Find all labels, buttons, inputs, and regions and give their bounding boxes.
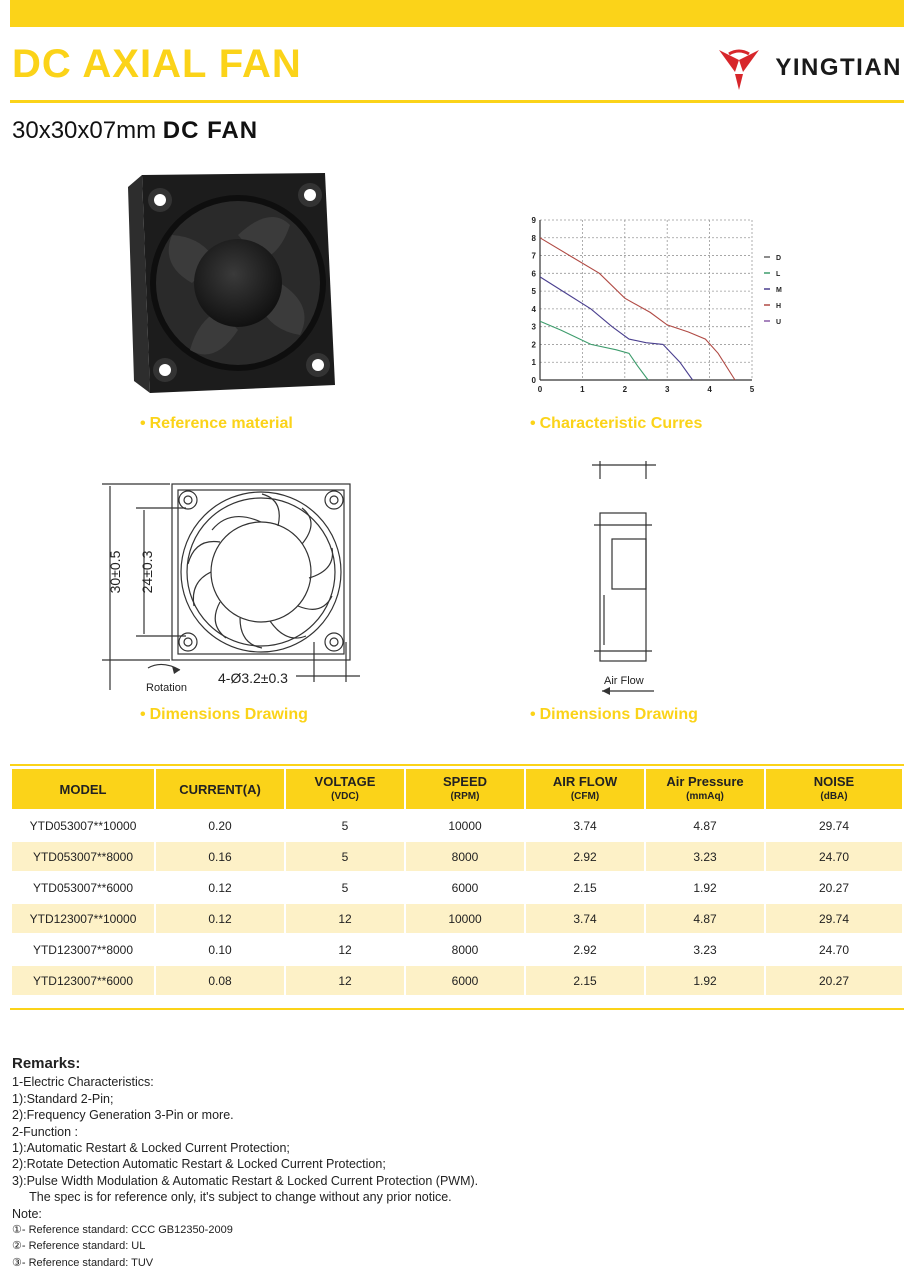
dim-outer-label: 30±0.5 xyxy=(107,550,123,594)
cell-voltage: 5 xyxy=(286,842,404,871)
chart-y-tick-label: 6 xyxy=(531,269,536,279)
cell-airflow: 2.92 xyxy=(526,842,644,871)
chart-y-tick-label: 5 xyxy=(531,287,536,297)
legend-label: D xyxy=(776,255,782,262)
cell-speed: 6000 xyxy=(406,966,524,995)
note-line: ②- Reference standard: UL xyxy=(12,1240,146,1253)
cell-noise: 24.70 xyxy=(818,942,850,957)
brand-logo xyxy=(715,44,902,92)
caption-dims-side: • Dimensions Drawing xyxy=(530,706,698,723)
remarks-line: The spec is for reference only, it's subject to change without any prior notice. xyxy=(12,1190,452,1205)
side-dimension-drawing xyxy=(590,455,670,695)
legend-label: H xyxy=(776,303,782,310)
rotation-label: Rotation xyxy=(146,682,187,694)
cell-model: YTD053007**8000 xyxy=(12,842,154,871)
col-noise: NOISE (dBA) xyxy=(766,769,902,809)
header-divider xyxy=(10,100,904,103)
chart-y-tick-label: 1 xyxy=(531,358,536,368)
cell-pressure: 1.92 xyxy=(646,966,764,995)
table-row xyxy=(12,904,902,933)
cell-model: YTD123007**10000 xyxy=(12,904,154,933)
cell-pressure: 3.23 xyxy=(646,842,764,871)
cell-airflow: 2.15 xyxy=(573,880,597,895)
caption-reference: • Reference material xyxy=(140,415,293,432)
legend-label: L xyxy=(776,271,781,278)
cell-pressure: 4.87 xyxy=(646,904,764,933)
chart-x-tick-label: 5 xyxy=(749,385,755,394)
note-line: ①- Reference standard: CCC GB12350-2009 xyxy=(12,1224,233,1237)
chart-x-tick-label: 0 xyxy=(537,385,543,394)
chart-series-m xyxy=(540,277,693,380)
remarks-section xyxy=(12,1056,478,1271)
chart-y-ticks xyxy=(532,216,537,385)
table-top-rule xyxy=(10,764,904,766)
spec-table xyxy=(10,767,904,997)
table-row xyxy=(12,811,902,840)
cell-current: 0.20 xyxy=(208,818,232,833)
cell-voltage: 12 xyxy=(286,966,404,995)
legend-label: M xyxy=(776,287,782,294)
cell-speed: 6000 xyxy=(451,880,479,895)
cell-speed: 10000 xyxy=(406,904,524,933)
cell-current: 0.12 xyxy=(208,880,232,895)
remarks-line: 1):Automatic Restart & Locked Current Protection; xyxy=(12,1141,290,1156)
cell-voltage: 5 xyxy=(341,818,349,833)
col-model: MODEL xyxy=(12,769,154,809)
cell-noise: 24.70 xyxy=(766,842,902,871)
top-banner xyxy=(10,0,904,27)
cell-airflow: 3.74 xyxy=(573,818,597,833)
chart-x-ticks xyxy=(538,385,755,394)
table-row xyxy=(12,842,902,871)
remarks-line: 2):Frequency Generation 3-Pin or more. xyxy=(12,1108,234,1123)
remarks-line: 2-Function : xyxy=(12,1124,79,1139)
chart-x-tick-label: 3 xyxy=(664,385,670,394)
chart-x-tick-label: 4 xyxy=(707,385,712,394)
cell-current: 0.12 xyxy=(156,904,284,933)
cell-model: YTD053007**10000 xyxy=(29,818,137,833)
chart-y-tick-label: 0 xyxy=(531,376,536,385)
remarks-line: Note: xyxy=(12,1206,42,1221)
chart-y-tick-label: 4 xyxy=(531,304,536,314)
cell-airflow: 2.92 xyxy=(573,942,597,957)
table-row xyxy=(12,935,902,964)
dim-inner-label: 24±0.3 xyxy=(139,550,155,594)
chart-y-tick-label: 2 xyxy=(531,340,536,350)
chart-y-tick-label: 8 xyxy=(531,233,536,243)
characteristic-chart xyxy=(520,210,790,400)
col-voltage: VOLTAGE (VDC) xyxy=(286,769,404,809)
remarks-line: 1-Electric Characteristics: xyxy=(12,1075,154,1090)
remarks-line: 3):Pulse Width Modulation & Automatic Restart & Locked Current Protection (PWM). xyxy=(12,1173,479,1188)
yingtian-logo-icon xyxy=(715,44,763,92)
cell-speed: 8000 xyxy=(406,842,524,871)
chart-series-l xyxy=(540,321,648,380)
cell-noise: 29.74 xyxy=(766,904,902,933)
cell-pressure: 4.87 xyxy=(693,818,717,833)
col-pressure: Air Pressure (mmAq) xyxy=(646,769,764,809)
airflow-label: Air Flow xyxy=(604,675,644,687)
cell-voltage: 12 xyxy=(338,942,352,957)
front-dimension-drawing xyxy=(100,478,360,698)
cell-pressure: 3.23 xyxy=(693,942,717,957)
cell-voltage: 12 xyxy=(286,904,404,933)
brand-name: YINGTIAN xyxy=(775,54,902,81)
fan-photo xyxy=(120,165,345,400)
remarks-heading: Remarks: xyxy=(12,1055,81,1072)
chart-y-tick-label: 3 xyxy=(531,322,536,332)
cell-noise: 20.27 xyxy=(818,880,850,895)
caption-dims-front: • Dimensions Drawing xyxy=(140,706,308,723)
cell-speed: 8000 xyxy=(451,942,479,957)
cell-airflow: 3.74 xyxy=(526,904,644,933)
table-row xyxy=(12,966,902,995)
chart-legend xyxy=(764,255,782,326)
cell-model: YTD053007**6000 xyxy=(32,880,134,895)
cell-noise: 20.27 xyxy=(766,966,902,995)
caption-curves: • Characteristic Curres xyxy=(530,415,703,432)
cell-current: 0.16 xyxy=(156,842,284,871)
chart-x-tick-label: 2 xyxy=(622,385,628,394)
chart-y-tick-label: 9 xyxy=(531,216,536,225)
col-speed: SPEED (RPM) xyxy=(406,769,524,809)
subtitle-size: 30x30x07mm xyxy=(12,117,157,144)
cell-speed: 10000 xyxy=(448,818,482,833)
page-title: DC AXIAL FAN xyxy=(12,42,302,86)
cell-noise: 29.74 xyxy=(818,818,850,833)
product-subtitle xyxy=(12,117,258,145)
chart-x-tick-label: 1 xyxy=(580,385,585,394)
cell-model: YTD123007**8000 xyxy=(32,942,134,957)
note-line: ③- Reference standard: TUV xyxy=(12,1256,154,1269)
cell-voltage: 5 xyxy=(341,880,349,895)
legend-label: U xyxy=(776,319,782,326)
subtitle-type: DC FAN xyxy=(162,117,259,144)
col-current: CURRENT(A) xyxy=(156,769,284,809)
table-bottom-rule xyxy=(10,1008,904,1010)
cell-current: 0.08 xyxy=(156,966,284,995)
chart-y-tick-label: 7 xyxy=(531,251,536,261)
table-row xyxy=(12,873,902,902)
table-header-row xyxy=(12,769,902,809)
hole-spec-label: 4-Ø3.2±0.3 xyxy=(218,670,288,686)
cell-airflow: 2.15 xyxy=(526,966,644,995)
remarks-line: 1):Standard 2-Pin; xyxy=(12,1091,114,1106)
cell-model: YTD123007**6000 xyxy=(12,966,154,995)
cell-pressure: 1.92 xyxy=(693,880,717,895)
cell-current: 0.10 xyxy=(208,942,232,957)
remarks-line: 2):Rotate Detection Automatic Restart & Locked Current Protection; xyxy=(12,1157,386,1172)
col-airflow: AIR FLOW (CFM) xyxy=(526,769,644,809)
